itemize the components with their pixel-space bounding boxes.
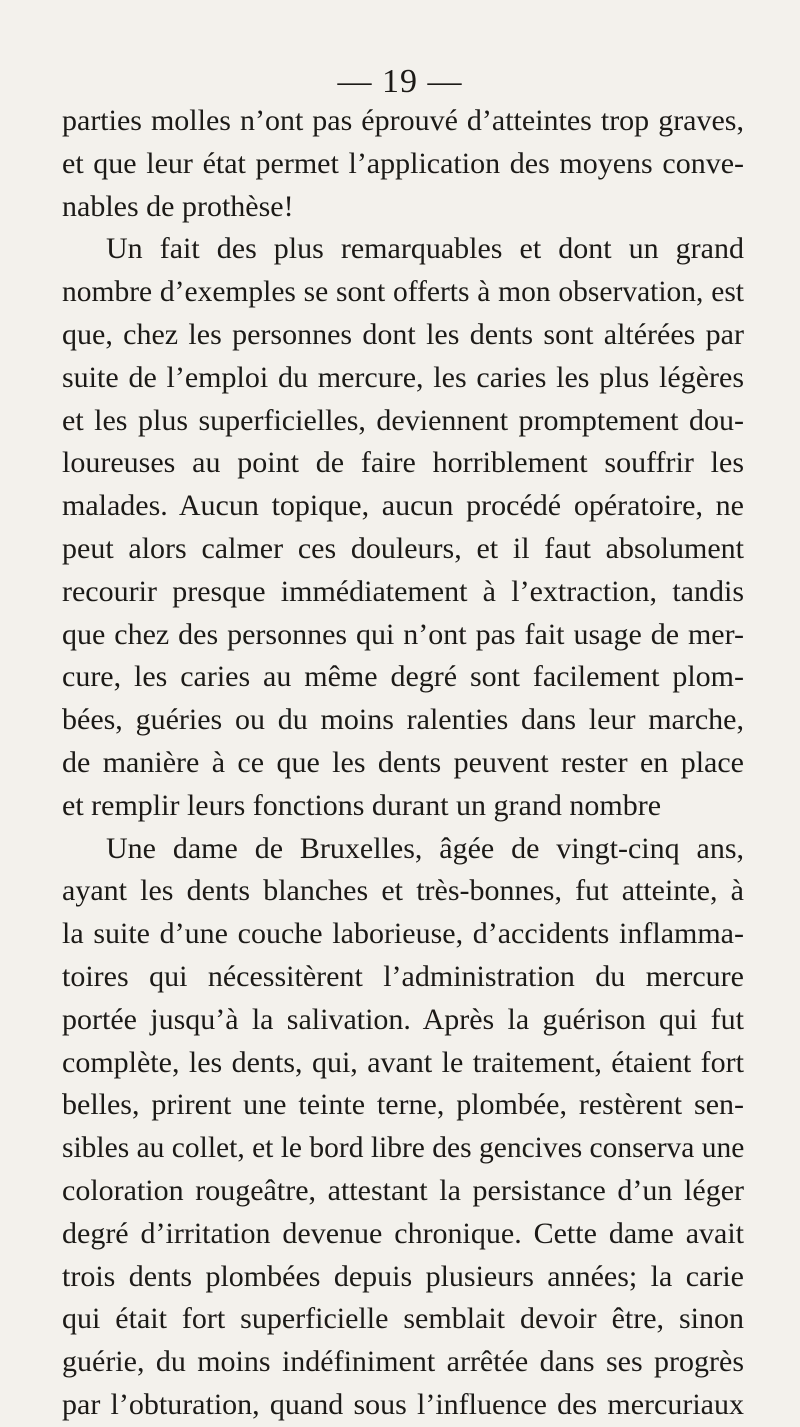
text-line: suite de l’emploi du mercure, les caries les plus légères <box>62 360 744 394</box>
text-line: ayant les dents blanches et très-bonnes, fut atteinte, à <box>62 874 744 908</box>
text-line: peut alors calmer ces douleurs, et il faut absolument <box>62 531 744 565</box>
text-line: loureuses au point de faire horriblement souffrir les <box>62 446 744 480</box>
text-line: Une dame de Bruxelles, âgée de vingt-cinq ans, <box>106 831 744 865</box>
text-line: sibles au collet, et le bord libre des gencives conserva une <box>62 1132 744 1165</box>
text-line: et que leur état permet l’application des moyens conve- <box>62 146 744 180</box>
text-line: belles, prirent une teinte terne, plombée, restèrent sen- <box>62 1088 744 1122</box>
text-line: bées, guéries ou du moins ralenties dans leur marche, <box>62 703 744 737</box>
text-line: Un fait des plus remarquables et dont un grand <box>106 232 744 266</box>
text-line: guérie, du moins indéfiniment arrêtée dans ses progrès <box>62 1345 744 1379</box>
text-line: recourir presque immédiatement à l’extraction, tandis <box>62 574 744 608</box>
text-line: et les plus superficielles, deviennent promptement dou- <box>62 403 744 437</box>
text-line: nombre d’exemples se sont offerts à mon observation, est <box>62 276 744 309</box>
text-line: par l’obturation, quand sous l’influence des mercuriaux <box>62 1387 744 1421</box>
text-line: trois dents plombées depuis plusieurs années; la carie <box>62 1259 744 1293</box>
text-line: cure, les caries au même degré sont facilement plom- <box>62 660 744 694</box>
body-text <box>62 100 744 1427</box>
text-line: coloration rougeâtre, attestant la persistance d’un léger <box>62 1173 744 1207</box>
paragraph <box>62 228 744 827</box>
paragraph <box>62 100 744 228</box>
text-line: nables de prothèse! <box>62 189 294 223</box>
text-line: degré d’irritation devenue chronique. Cette dame avait <box>62 1216 744 1250</box>
text-line: toires qui nécessitèrent l’administration du mercure <box>62 959 744 993</box>
paragraph <box>62 828 744 1427</box>
text-line: portée jusqu’à la salivation. Après la guérison qui fut <box>62 1002 744 1036</box>
text-line: malades. Aucun topique, aucun procédé opératoire, ne <box>62 489 744 523</box>
text-line: qui était fort superficielle semblait devoir être, sinon <box>62 1302 744 1336</box>
text-line: complète, les dents, qui, avant le traitement, étaient fort <box>62 1045 744 1079</box>
text-line: de manière à ce que les dents peuvent rester en place <box>62 745 744 779</box>
page-number: — 19 — <box>337 63 463 100</box>
text-line: que, chez les personnes dont les dents sont altérées par <box>62 317 744 351</box>
text-line: que chez des personnes qui n’ont pas fait usage de mer- <box>62 617 744 651</box>
text-line: et remplir leurs fonctions durant un grand nombre <box>62 788 662 822</box>
text-line: parties molles n’ont pas éprouvé d’atteintes trop graves, <box>62 104 744 137</box>
text-line: la suite d’une couche laborieuse, d’accidents inflamma- <box>62 917 744 951</box>
